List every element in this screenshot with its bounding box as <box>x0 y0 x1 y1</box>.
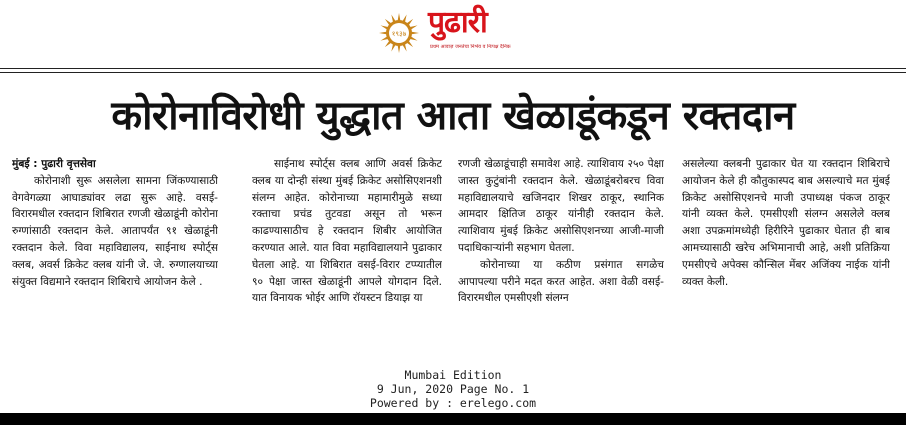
article-paragraph: असलेल्या क्लबनी पुढाकार घेत या रक्तदान शिबिराचे आयोजन केले ही कौतुकास्पद बाब असल्याचे मत मुंबई क्रिकेट असोसिएशनचे माजी उपाध्यक्ष पंकज ठाकूर यांनी व्यक्त केले. एमसीएशी संलग्न असलेले क्लब अशा उपक्रमांमध्येही हिरीरिने पुढाकार घेतात ही बाब आमच्यासाठी खरेच अभिमानाची आहे, अशी प्रतिक्रिया एमसीएचे अपेक्स कौन्सिल मेंबर अजिंक्य नाईक यांनी व्यक्त केली. <box>682 158 890 288</box>
sun-emblem-icon <box>378 12 420 54</box>
article-column-2 <box>252 156 442 361</box>
emblem-ray <box>411 32 419 35</box>
emblem-ray <box>391 43 395 51</box>
edition-label: Mumbai Edition <box>404 368 502 382</box>
article-paragraph: कोरोनाशी सुरू असलेला सामना जिंकण्यासाठी वेगवेगळ्या आघाड्यांवर लढा सुरू आहे. वसई-विरारमधील रक्तदान शिबिरात रणजी खेळाडूंनी कोरोना रुग्णांसाठी रक्तदान केले. आतापर्यंत ९१ खेळाडूंनी रक्तदान केले. विवा महाविद्यालय, साईनाथ स्पोर्ट्स क्लब, अवर्स क्रिकेट क्लब यांनी जे. जे. रुग्णालयाच्या संयुक्त विद्यमाने रक्तदान शिबिराचे आयोजन केले . <box>12 174 218 288</box>
emblem-ray <box>391 15 395 23</box>
header-divider <box>0 68 906 69</box>
bottom-bar <box>0 413 906 425</box>
article-column-4 <box>682 156 890 361</box>
emblem-ray <box>402 43 406 51</box>
article-paragraph: कोरोनाच्या या कठीण प्रसंगात सगळेच आपापल्या परीने मदत करत आहेत. अशा वेळी वसई-विरारमधील एमसीएशी संलग्न <box>458 258 664 305</box>
article-headline: कोरोनाविरोधी युद्धात आता खेळाडूंकडून रक्तदान <box>111 93 795 139</box>
emblem-ray <box>409 25 417 29</box>
header-divider-2 <box>0 72 906 73</box>
newspaper-tagline: प्रथम आवाज़ जनतेचा निर्भय व निःपक्ष दैनिक <box>430 44 511 50</box>
emblem-ray <box>398 45 401 53</box>
newspaper-logo: पुढारी <box>428 5 487 40</box>
emblem-ray <box>402 15 406 23</box>
emblem-ray <box>409 36 417 40</box>
powered-by-link[interactable]: Powered by : erelego.com <box>369 396 537 410</box>
article-byline: मुंबई : पुढारी वृत्तसेवा <box>12 158 96 170</box>
date-page-label: 9 Jun, 2020 Page No. 1 <box>376 382 530 396</box>
emblem-ray <box>381 25 389 29</box>
article-column-1 <box>12 156 218 361</box>
masthead <box>0 0 906 62</box>
article-paragraph: साईनाथ स्पोर्ट्स क्लब आणि अवर्स क्रिकेट क्लब या दोन्ही संस्था मुंबई क्रिकेट असोसिएशनशी संलग्न आहेत. कोरोनाच्या महामारीमुळे सध्या रक्ताचा प्रचंड तुटवडा असून तो भरून काढण्यासाठीच हे रक्तदान शिबीर आयोजित करण्यात आले. यात विवा महाविद्यालयाने पुढाकार घेतला आहे. या शिबिरात वसई-विरार टप्प्यातील ९० पेक्षा जास्त खेळाडूंनी आपले योगदान दिले. यात विनायक भोईर आणि रॉयस्टन डियाझ या <box>252 158 442 305</box>
emblem-ray <box>398 13 401 21</box>
article-column-3 <box>458 156 664 361</box>
emblem-text: १९३७ <box>391 30 407 38</box>
emblem-ray <box>379 32 387 35</box>
emblem-ray <box>381 36 389 40</box>
article-paragraph: रणजी खेळाडूंचाही समावेश आहे. त्याशिवाय २५० पेक्षा जास्त कुटुंबांनी रक्तदान केले. खेळाडूंबरोबरच विवा महाविद्यालयाचे खजिनदार शिखर ठाकूर, स्थानिक आमदार क्षितिज ठाकूर यांनीही रक्तदान केले. त्याशिवाय मुंबई क्रिकेट असोसिएशनच्या आजी-माजी पदाधिकाऱ्यांनी सहभाग घेतला. <box>458 158 664 254</box>
page-footer <box>0 368 906 410</box>
